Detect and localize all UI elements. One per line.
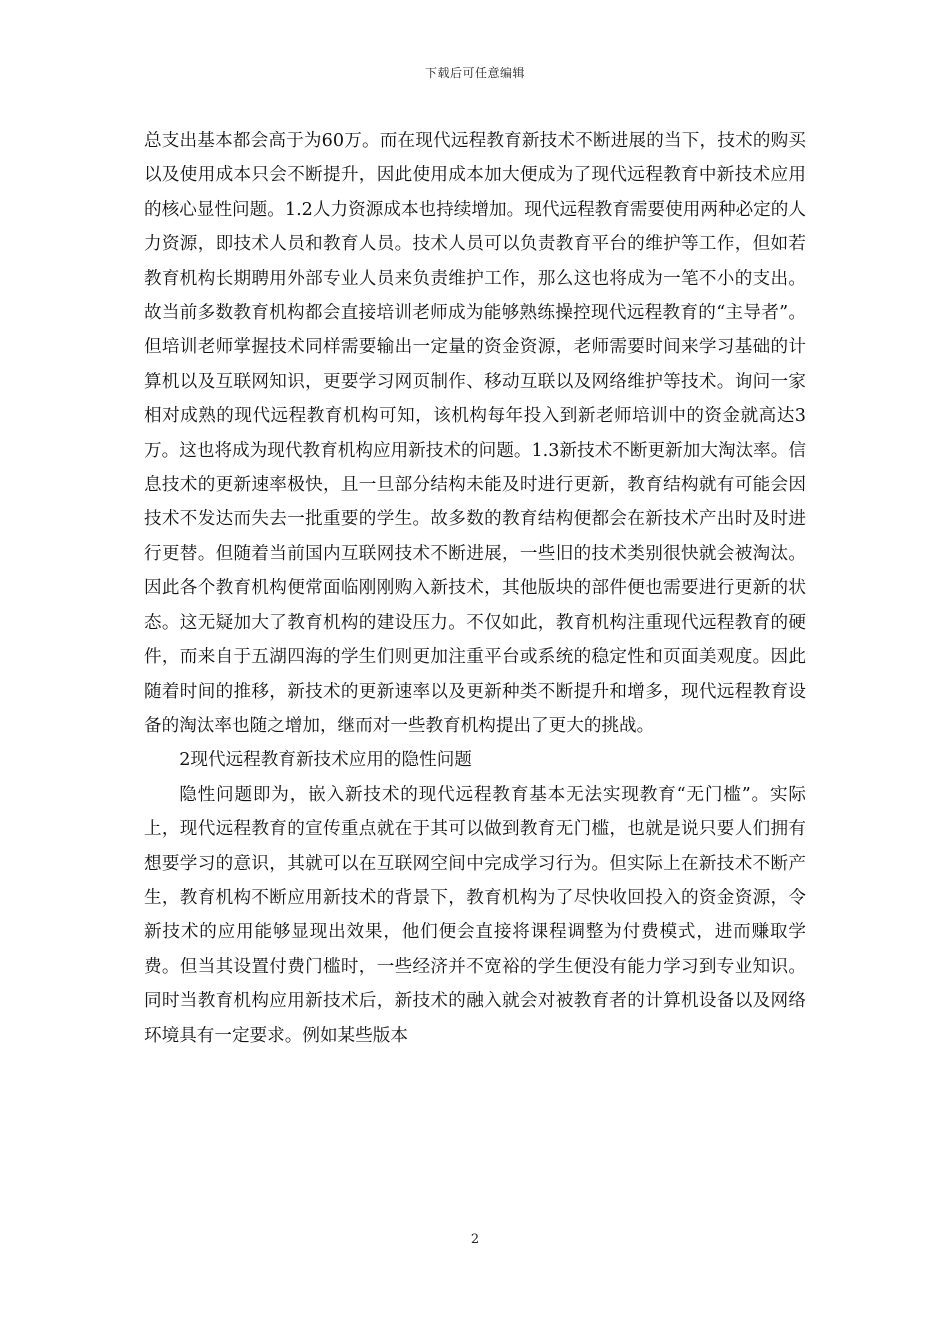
page-number: 2 [470,1232,480,1247]
document-body [144,124,806,1053]
body-paragraph-2: 隐性问题即为，嵌入新技术的现代远程教育基本无法实现教育“无门槛”。实际上，现代远程教育的宣传重点就在于其可以做到教育无门槛，也就是说只要人们拥有想要学习的意识，其就可以在互联网空间中完成学习行为。但实际上在新技术不断产生，教育机构不断应用新技术的背景下，教育机构为了尽快收回投入的资金资源，令新技术的应用能够显现出效果，他们便会直接将课程调整为付费模式，进而赚取学费。但当其设置付费门槛时，一些经济并不宽裕的学生便没有能力学习到专业知识。同时当教育机构应用新技术后，新技术的融入就会对被教育者的计算机设备以及网络环境具有一定要求。例如某些版本 [144,784,806,1046]
section-heading: 2现代远程教育新技术应用的隐性问题 [179,750,472,771]
page-header: 下载后可任意编辑 [424,66,525,80]
body-paragraph-1: 总支出基本都会高于为60万。而在现代远程教育新技术不断进展的当下，技术的购买以及使用成本只会不断提升，因此使用成本加大便成为了现代远程教育中新技术应用的核心显性问题。1.2人力资源成本也持续增加。现代远程教育需要使用两种必定的人力资源，即技术人员和教育人员。技术人员可以负责教育平台的维护等工作，但如若教育机构长期聘用外部专业人员来负责维护工作，那么这也将成为一笔不小的支出。故当前多数教育机构都会直接培训老师成为能够熟练操控现代远程教育的“主导者”。但培训老师掌握技术同样需要输出一定量的资金资源，老师需要时间来学习基础的计算机以及互联网知识，更要学习网页制作、移动互联以及网络维护等技术。询问一家相对成熟的现代远程教育机构可知，该机构每年投入到新老师培训中的资金就高达3万。这也将成为现代教育机构应用新技术的问题。1.3新技术不断更新加大淘汰率。信息技术的更新速率极快，且一旦部分结构未能及时进行更新，教育结构就有可能会因技术不发达而失去一批重要的学生。故多数的教育结构便都会在新技术产出时及时进行更替。但随着当前国内互联网技术不断进展，一些旧的技术类别很快就会被淘汰。因此各个教育机构便常面临刚刚购入新技术，其他版块的部件便也需要进行更新的状态。这无疑加大了教育机构的建设压力。不仅如此，教育机构注重现代远程教育的硬件，而来自于五湖四海的学生们则更加注重平台或系统的稳定性和页面美观度。因此随着时间的推移，新技术的更新速率以及更新种类不断提升和增多，现代远程教育设备的淘汰率也随之增加，继而对一些教育机构提出了更大的挑战。 [144,131,806,736]
